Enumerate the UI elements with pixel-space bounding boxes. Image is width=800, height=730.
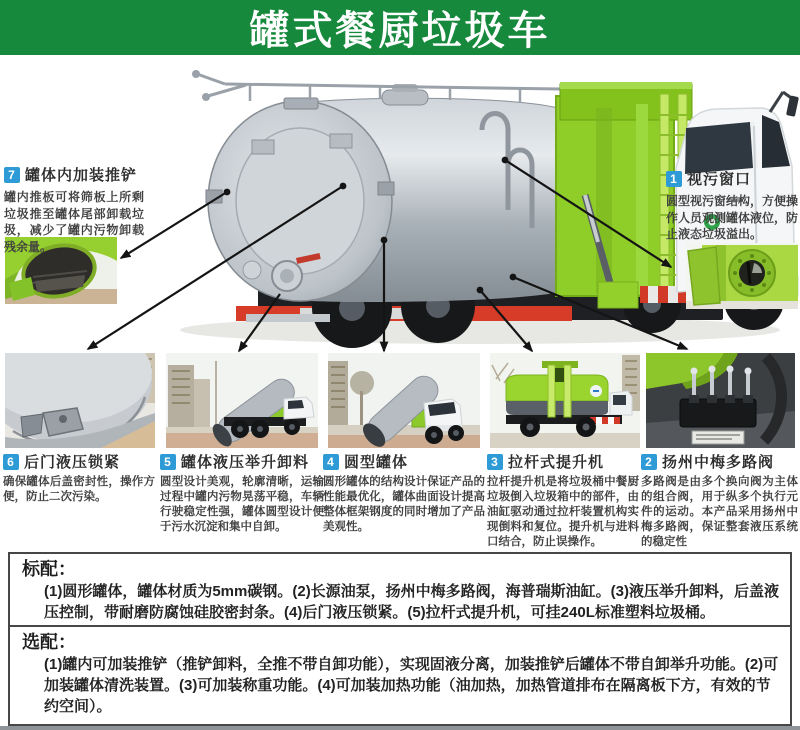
spec-box bbox=[8, 552, 792, 726]
callout-1-badge: 1 bbox=[666, 171, 682, 187]
callout-4-badge: 4 bbox=[323, 454, 339, 470]
truck-tank bbox=[192, 70, 560, 322]
callout-4 bbox=[323, 451, 485, 535]
spec-optional-section bbox=[10, 625, 790, 719]
callout-3-body: 拉杆提升机是将垃圾桶中餐厨垃圾倒入垃圾箱中的部件，由油缸驱动通过拉杆装置机构实现倒料和复位。提升机与进料口结合，防止误操作。 bbox=[487, 476, 639, 548]
callout-6-body: 确保罐体后盖密封性，操作方便，防止二次污染。 bbox=[3, 476, 155, 503]
section-divider-bar bbox=[0, 726, 800, 730]
callout-7-body: 罐内推板可将筛板上所剩垃圾推至罐体尾部卸载垃圾，减少了罐内污物卸载残余量。 bbox=[4, 190, 144, 254]
callout-4-body: 圆形罐体的结构设计保证产品的性能最优化，罐体曲面设计提高整体框架钢度的同时增加了产品美观性。 bbox=[323, 476, 485, 533]
callout-7-badge: 7 bbox=[4, 167, 20, 183]
callout-3 bbox=[487, 451, 639, 550]
callout-3-badge: 3 bbox=[487, 454, 503, 470]
photo-sight-window bbox=[686, 243, 798, 309]
callout-7-title: 罐体内加装推铲 bbox=[25, 167, 138, 184]
page-header bbox=[0, 0, 800, 55]
callout-6-badge: 6 bbox=[3, 454, 19, 470]
callout-2-title: 扬州中梅多路阀 bbox=[662, 454, 775, 471]
callout-2 bbox=[641, 451, 798, 550]
photo-multiway-valve bbox=[646, 353, 795, 448]
callout-5-badge: 5 bbox=[160, 454, 176, 470]
photo-lifter-side-view bbox=[490, 353, 640, 448]
callout-2-body: 多路阀是由多个换向阀为主体的组合阀，用于纵多个执行元件的运动。本产品采用扬州中梅多路阀，保证整套液压系统的稳定性 bbox=[641, 476, 798, 548]
callout-5-body: 圆型设计美观，轮廓清晰，运输过程中罐内污物晃荡平稳，车辆行驶稳定性强，罐体圆型设计便于污水沉淀和集中自卸。 bbox=[160, 476, 324, 533]
callout-6-title: 后门液压锁紧 bbox=[24, 454, 121, 471]
page-title: 罐式餐厨垃圾车 bbox=[249, 9, 551, 53]
callout-1 bbox=[666, 168, 798, 243]
photo-rear-door-lock bbox=[5, 353, 155, 448]
spec-standard-label: 标配： bbox=[22, 559, 76, 579]
callout-1-body: 圆型视污窗结构，方便操作人员观测罐体液位，防止液态垃圾溢出。 bbox=[666, 194, 799, 241]
callout-5-title: 罐体液压举升卸料 bbox=[181, 454, 310, 471]
callout-7 bbox=[4, 164, 144, 255]
callout-3-title: 拉杆式提升机 bbox=[508, 454, 605, 471]
spec-standard-body: (1)圆形罐体，罐体材质为5mm碳钢。(2)长源油泵，扬州中梅多路阀，海普瑞斯油缸。(3)液压举升卸料，后盖液压控制，带耐磨防腐蚀硅胶密封条。(4)后门液压锁紧。(5)拉杆式提升机，可挂240L标准塑料垃圾桶。 bbox=[44, 583, 780, 621]
callout-4-title: 圆型罐体 bbox=[344, 454, 409, 471]
callout-5 bbox=[160, 451, 324, 535]
photo-tank-lift-dump-b bbox=[328, 353, 480, 448]
spec-standard-section bbox=[10, 554, 790, 625]
photo-tank-lift-dump-a bbox=[166, 353, 318, 448]
spec-optional-body: (1)罐内可加装推铲（推铲卸料，全推不带自卸功能），实现固液分离，加装推铲后罐体不带自卸举升功能。(2)可加装罐体清洗装置。(3)可加装称重功能。(4)可加装加热功能（油加热，加热管道排布在隔离板下方，有效的节约空间）。 bbox=[44, 656, 779, 715]
callout-2-badge: 2 bbox=[641, 454, 657, 470]
spec-optional-label: 选配： bbox=[22, 632, 76, 652]
callout-6 bbox=[3, 451, 155, 505]
callout-1-title: 视污窗口 bbox=[687, 171, 752, 188]
